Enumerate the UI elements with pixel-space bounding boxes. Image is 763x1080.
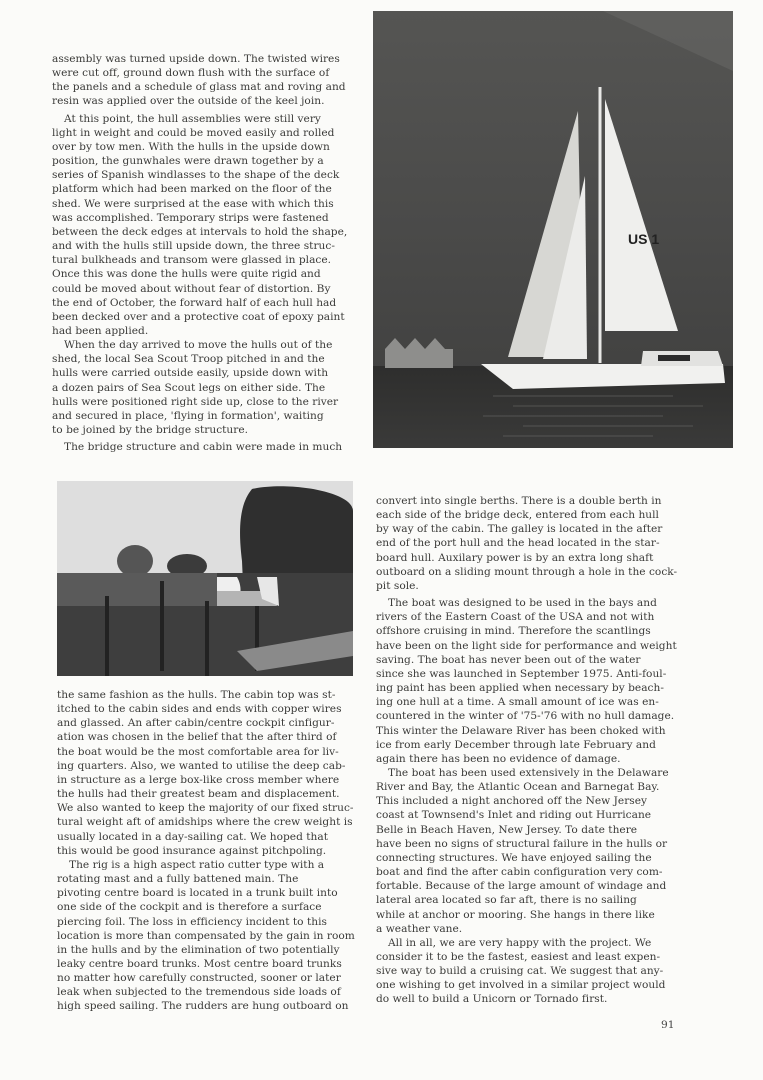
text-line: hulls were carried outside easily, upside down with [52, 367, 329, 380]
text-line: outboard on a sliding mount through a hole in the cock- [376, 565, 678, 578]
text-line: consider it to be the fastest, easiest and least expen- [376, 951, 661, 963]
text-line: boat and find the after cabin configuration very com- [376, 866, 663, 879]
text-line: board hull. Auxilary power is by an extra long shaft [376, 551, 654, 564]
text-line: leaky centre board trunks. Most centre board trunks [57, 957, 342, 970]
text-line: All in all, we are very happy with the project. We [388, 936, 652, 949]
text-line: were cut off, ground down flush with the surface of [52, 67, 330, 80]
text-line: River and Bay, the Atlantic Ocean and Barnegat Bay. [376, 781, 660, 794]
text-line: and glassed. An after cabin/centre cockpit cinfigur- [57, 717, 335, 730]
text-line: since she was launched in September 1975. Anti-foul- [376, 667, 667, 680]
text-line: the boat would be the most comfortable area for liv- [57, 745, 339, 758]
text-line: This winter the Delaware River has been choked with [376, 724, 666, 737]
text-line: in structure as a lerge box-like cross member where [57, 773, 340, 786]
text-line: and with the hulls still upside down, the three struc- [52, 240, 335, 253]
text-line: pivoting centre board is located in a trunk built into [57, 887, 338, 900]
text-line: shed. We were surprised at the ease with which this [52, 197, 334, 210]
text-line: coast at Townsend's Inlet and riding out Hurricane [376, 809, 652, 822]
text-line: We also wanted to keep the majority of our fixed struc- [57, 802, 354, 815]
hulls-illustration [57, 481, 353, 676]
text-line: rotating mast and a fully battened main. The [57, 873, 299, 886]
text-line: convert into single berths. There is a double berth in [376, 495, 662, 507]
text-line: ing one hull at a time. A small amount of ice was en- [376, 696, 659, 709]
text-line: in the hulls and by the elimination of two potentially [57, 943, 340, 956]
text-line: offshore cruising in mind. Therefore the scantlings [376, 625, 651, 638]
text-line: itched to the cabin sides and ends with copper wires [57, 703, 342, 716]
text-line: could be moved about without fear of distortion. By [52, 282, 331, 295]
text-line: connecting structures. We have enjoyed sailing the [376, 851, 652, 864]
text-line: do well to build a Unicorn or Tornado first. [376, 993, 608, 1006]
sailboat-illustration [373, 11, 733, 448]
text-line: leak when subjected to the tremendous side loads of [57, 986, 341, 999]
text-line: tural bulkheads and transom were glassed in place. [52, 254, 332, 267]
text-line: and secured in place, 'flying in formation', waiting [52, 409, 324, 422]
text-line: one wishing to get involved in a similar project would [376, 979, 666, 992]
text-line: platform which had been marked on the floor of the [52, 183, 332, 196]
text-line: no matter how carefully constructed, sooner or later [57, 972, 341, 985]
text-line: Once this was done the hulls were quite rigid and [52, 268, 321, 281]
text-line: the hulls had their greatest beam and displacement. [57, 788, 340, 801]
text-line: series of Spanish windlasses to the shape of the deck [52, 169, 340, 182]
text-line: while at anchor or mooring. She hangs in there like [376, 908, 655, 921]
page-number: 91 [661, 1019, 675, 1031]
text-line: The boat has been used extensively in the Delaware [388, 766, 669, 779]
text-line: When the day arrived to move the hulls out of the [64, 339, 333, 352]
text-line: The bridge structure and cabin were made in much [64, 441, 343, 454]
hulls-construction-photo [57, 481, 353, 676]
text-line: resin was applied over the outside of the keel join. [52, 95, 325, 108]
text-line: to be joined by the bridge structure. [52, 424, 249, 437]
text-line: a weather vane. [376, 922, 463, 935]
text-line: piercing foil. The loss in efficiency incident to this [57, 915, 327, 928]
text-line: The boat was designed to be used in the bays and [388, 597, 657, 610]
text-line: the panels and a schedule of glass mat and roving and [52, 81, 346, 94]
text-line: pit sole. [376, 579, 419, 592]
text-line: position, the gunwhales were drawn together by a [52, 155, 324, 168]
text-line: sive way to build a cruising cat. We suggest that any- [376, 965, 664, 978]
text-line: ice from early December through late February and [376, 738, 656, 751]
text-line: between the deck edges at intervals to hold the shape, [52, 225, 348, 238]
text-line: the same fashion as the hulls. The cabin top was st- [57, 689, 336, 701]
upside-down-hull-left [57, 573, 217, 606]
text-line: fortable. Because of the large amount of windage and [376, 880, 667, 893]
text-line: tural weight aft of amidships where the crew weight is [57, 816, 353, 829]
text-column-left-bottom [57, 688, 367, 1014]
text-line: over by tow men. With the hulls in the upside down [52, 140, 330, 153]
text-line: The rig is a high aspect ratio cutter type with a [69, 858, 325, 871]
text-line: This included a night anchored off the New Jersey [376, 795, 648, 808]
text-line: ation was chosen in the belief that the after third of [57, 731, 337, 744]
text-column-right [376, 494, 696, 1007]
text-line: countered in the winter of '75-'76 with no hull damage. [376, 710, 675, 723]
sailboat-photo [373, 11, 733, 448]
text-line: shed, the local Sea Scout Troop pitched in and the [52, 353, 325, 366]
text-line: the end of October, the forward half of each hull had [52, 296, 337, 309]
text-line: ing paint has been applied when necessary by beach- [376, 682, 664, 695]
text-line: each side of the bridge deck, entered from each hull [376, 509, 659, 522]
text-line: was accomplished. Temporary strips were fastened [52, 211, 329, 224]
text-line: ing quarters. Also, we wanted to utilise the deep cab- [57, 759, 346, 772]
text-line: been decked over and a protective coat of epoxy paint [52, 310, 345, 323]
text-line: again there has been no evidence of damage. [376, 752, 621, 765]
text-line: usually located in a day-sailing cat. We hoped that [57, 830, 329, 843]
text-line: have been no signs of structural failure in the hulls or [376, 837, 668, 850]
text-line: high speed sailing. The rudders are hung outboard on [57, 1000, 349, 1013]
text-line: Belle in Beach Haven, New Jersey. To date there [376, 823, 638, 836]
text-line: hulls were positioned right side up, close to the river [52, 395, 339, 408]
text-line: saving. The boat has never been out of the water [376, 653, 641, 666]
text-line: rivers of the Eastern Coast of the USA and not with [376, 611, 655, 624]
text-line: lateral area located so far aft, there is no sailing [376, 894, 637, 907]
text-line: this would be good insurance against pitchpoling. [57, 844, 327, 857]
text-line: by way of the cabin. The galley is located in the after [376, 523, 663, 536]
text-line: location is more than compensated by the gain in room [57, 929, 355, 942]
text-line: a dozen pairs of Sea Scout legs on either side. The [52, 381, 326, 394]
text-line: end of the port hull and the head located in the star- [376, 537, 660, 550]
text-line: light in weight and could be moved easily and rolled [52, 126, 335, 139]
text-line: At this point, the hull assemblies were still very [64, 112, 321, 125]
text-line: one side of the cockpit and is therefore a surface [57, 901, 322, 914]
text-line: had been applied. [52, 324, 149, 337]
text-line: assembly was turned upside down. The twisted wires [52, 53, 340, 65]
text-line: have been on the light side for performance and weight [376, 639, 677, 652]
sail-number: US 1 [628, 231, 660, 247]
text-column-left-top [52, 52, 362, 454]
